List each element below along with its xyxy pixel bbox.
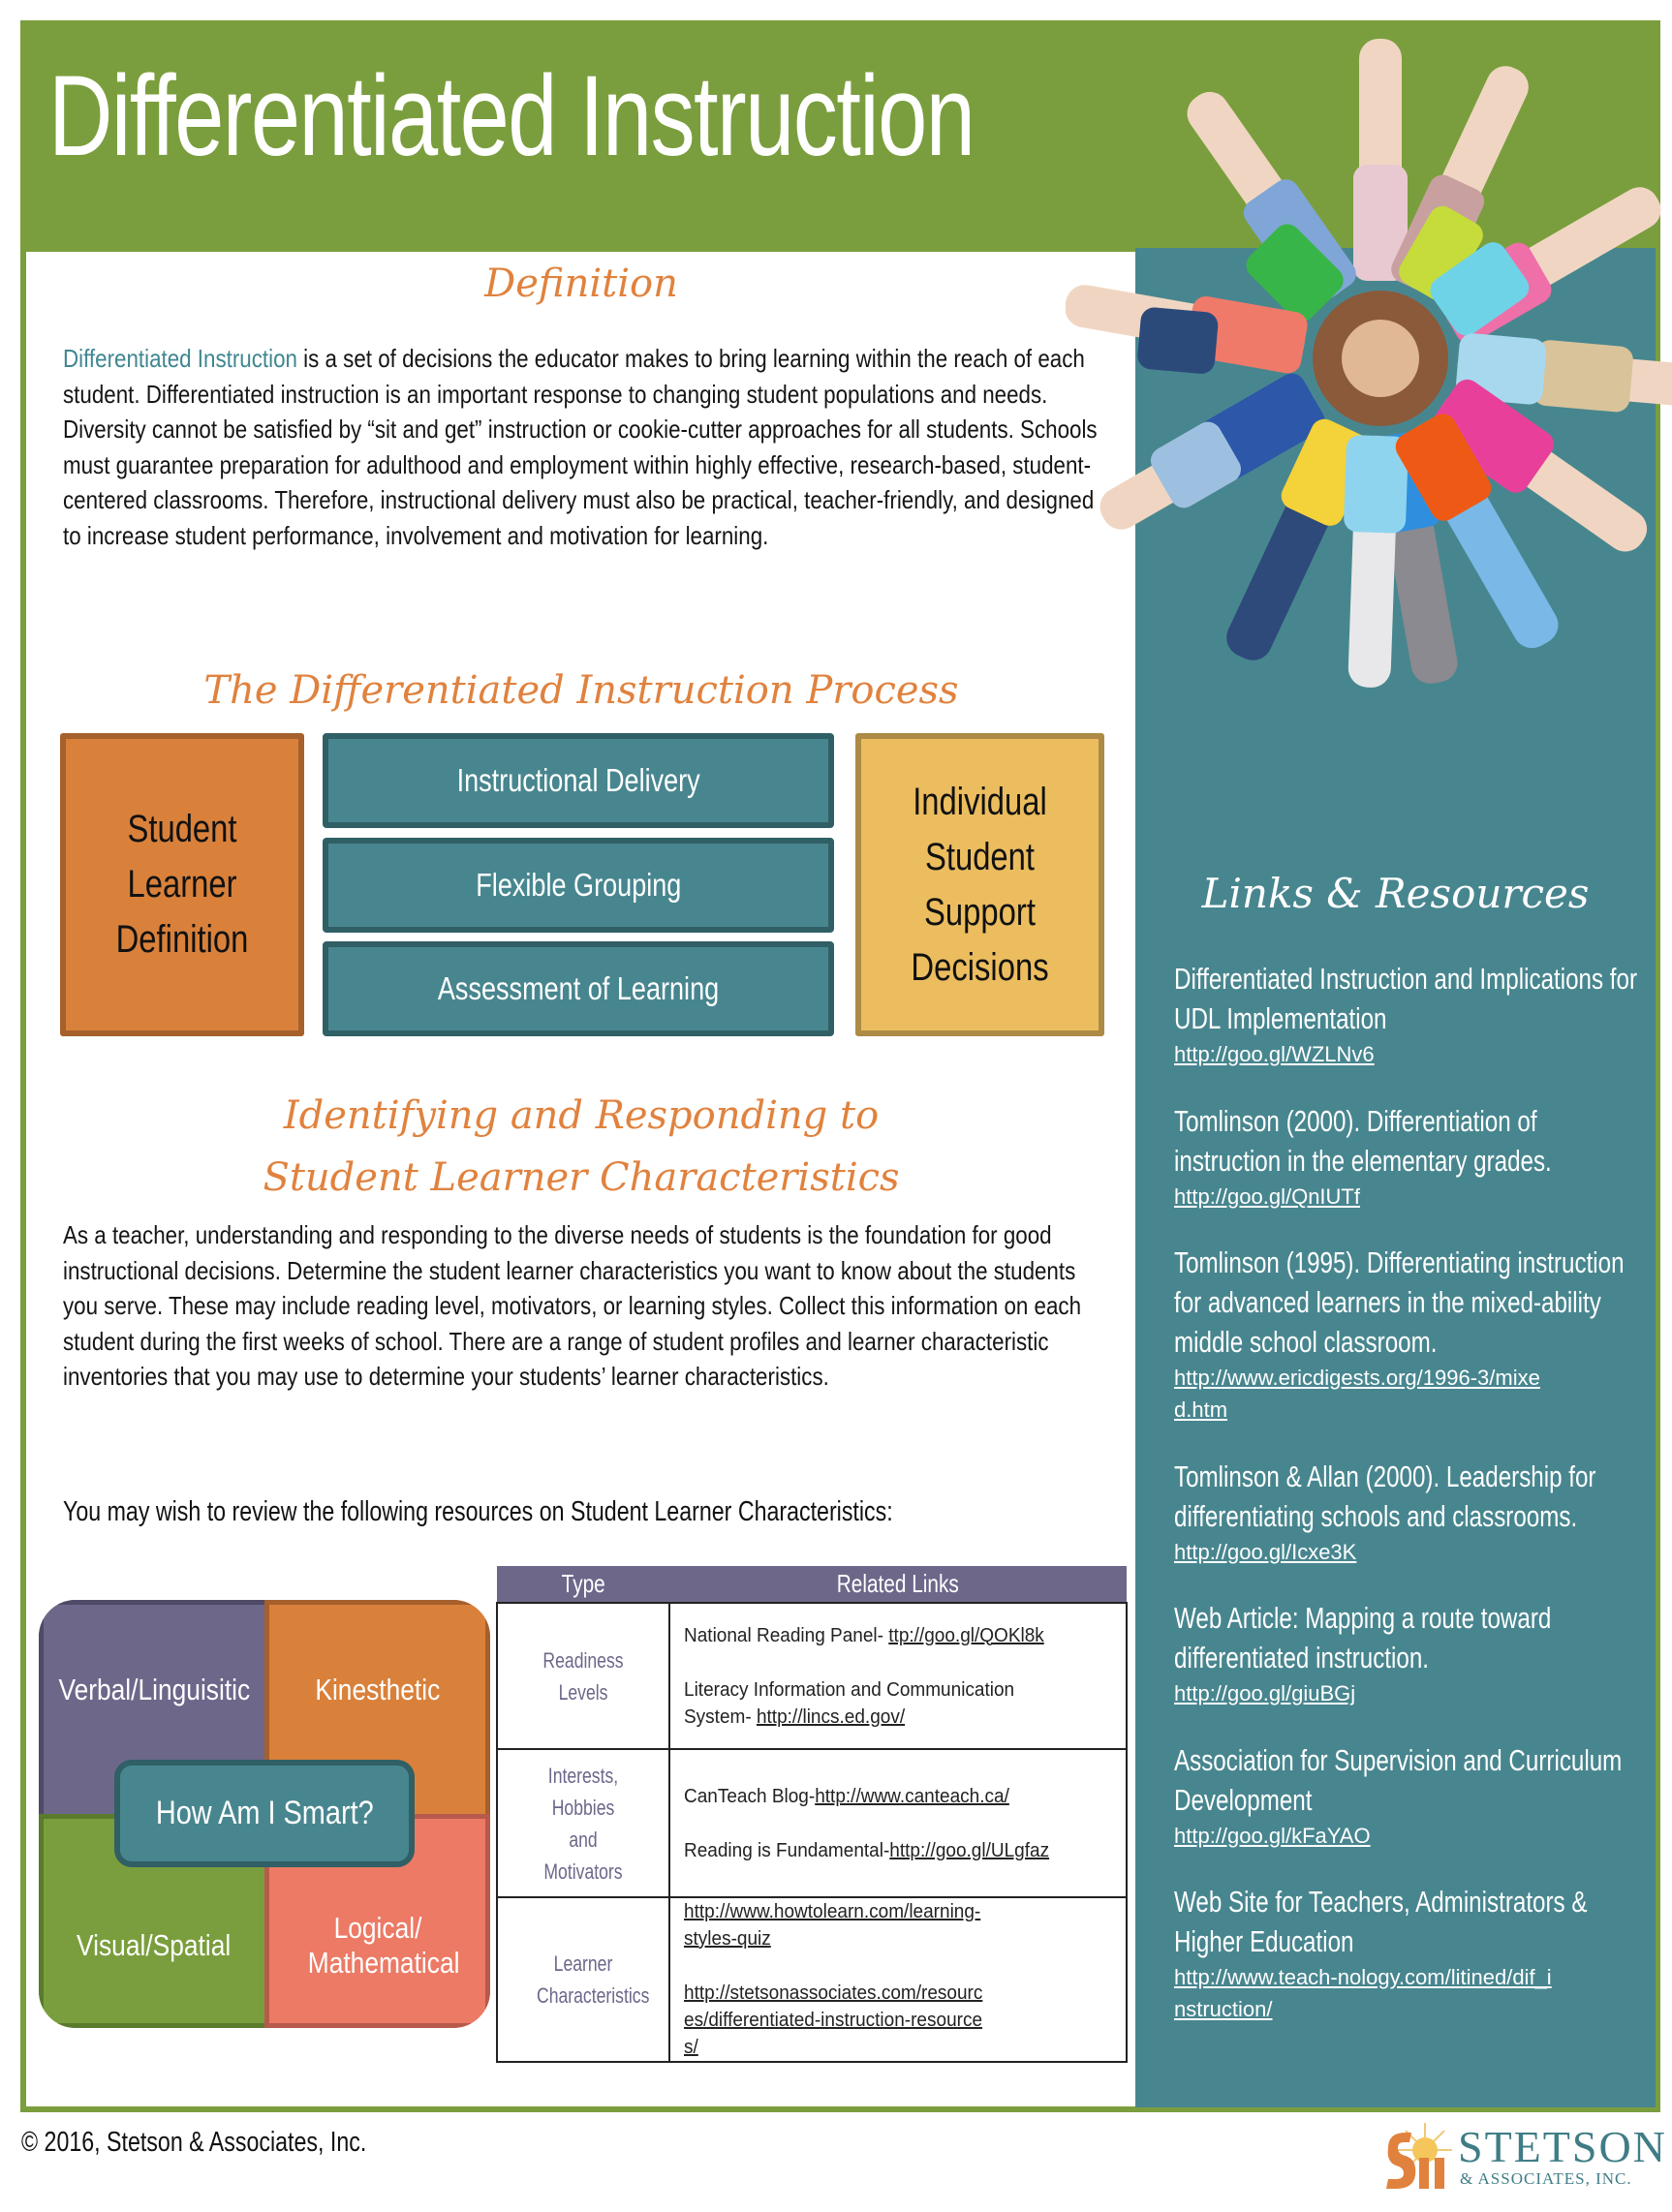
resource-link[interactable]: http://www.teach-nology.com/litined/dif_instruction/ [1174,1965,1552,2021]
link-lincs[interactable]: http://lincs.ed.gov/ [756,1705,906,1728]
copyright: © 2016, Stetson & Associates, Inc. [21,2127,367,2158]
smart-center-label [114,1760,415,1867]
resource-link[interactable]: http://goo.gl/giuBGj [1174,1681,1356,1705]
link-national-reading-panel[interactable]: ttp://goo.gl/QOKl8k [888,1624,1044,1646]
children-circle-photo [1066,0,1672,697]
link-line: Reading is Fundamental-http://goo.gl/ULgfaz [684,1839,1050,1861]
link-line [684,1898,988,1952]
resource-title: Tomlinson (2000). Differentiation of instruction in the elementary grades. [1174,1104,1552,1178]
table-row [497,1897,1127,2062]
link-reading-is-fundamental[interactable]: http://goo.gl/ULgfaz [889,1839,1050,1861]
process-box-label: Flexible Grouping [475,867,682,903]
quadrant-label: Visual/Spatial [77,1927,232,1962]
link-line: Literacy Information and Communication System- http://lincs.ed.gov/ [684,1678,1015,1728]
review-prompt: You may wish to review the following resources on Student Learner Characteristics: [63,1496,893,1527]
identifying-heading-line1: Identifying and Responding to [283,1093,880,1138]
quadrant-label: Logical/ Mathematical [307,1910,459,1980]
resource-item [1174,1457,1672,1568]
quadrant-label: Kinesthetic [315,1673,440,1706]
table-row [497,1603,1127,1749]
logo-subtitle: & ASSOCIATES, INC. [1460,2169,1632,2188]
table-header-row [497,1566,1127,1603]
quadrant-label: Verbal/Linguisitic [58,1673,250,1706]
process-box-label: Student Learner Definition [115,808,249,961]
row-links [669,1749,1127,1897]
child-figure-icon [1353,39,1408,281]
page-title: Differentiated Instruction [48,52,975,180]
smart-center-text: How Am I Smart? [155,1795,374,1831]
resource-table [496,1566,1128,2063]
links-resources-heading: Links & Resources [1201,870,1590,917]
sunburst-logo-icon [1382,2119,1456,2193]
resource-title: Association for Supervision and Curriculum Development [1174,1743,1623,1817]
link-canteach[interactable]: http://www.canteach.ca/ [815,1785,1009,1807]
identifying-paragraph: As a teacher, understanding and responding to the diverse needs of students is the foundation for good instructional decisions. Determine the student learner characteristics you want to know about the students you serve. These may include reading level, motivators, or learning styles. Collect this information on each student during the first weeks of school. There are a range of student profiles and learner characteristic inventories that you may use to determine your students’ learner characteristics. [63,1220,1082,1392]
process-box-label: Assessment of Learning [437,970,720,1006]
link-stetson-resources[interactable]: http://stetsonassociates.com/resources/differentiated-instruction-resources/ [684,1982,983,2058]
identifying-heading-line2: Student Learner Characteristics [263,1155,900,1200]
column-header-type: Type [497,1566,669,1603]
resource-title: Web Site for Teachers, Administrators & Higher Education [1174,1885,1588,1958]
resource-title: Web Article: Mapping a route toward differentiated instruction. [1174,1601,1552,1674]
process-box-label: Instructional Delivery [456,762,700,798]
link-line: CanTeach Blog-http://www.canteach.ca/ [684,1785,1009,1807]
row-type: Readiness Levels [497,1603,669,1749]
process-box-flexible-grouping [323,838,834,933]
resource-link[interactable]: http://goo.gl/Icxe3K [1174,1540,1357,1564]
row-type: Interests, Hobbies and Motivators [497,1749,669,1897]
link-line: National Reading Panel- ttp://goo.gl/QOKl8k [684,1624,1044,1646]
resource-item [1174,1882,1672,2025]
definition-body: is a set of decisions the educator makes to bring learning within the reach of each student. Differentiated instruction is an important response to changing student populations and needs. Diversity cannot be satisfied by “sit and get” instruction or cookie-cutter approaches for all students. Schools must guarantee preparation for adulthood and employment within highly effective, research-based, student-centered classrooms. Therefore, instructional delivery must also be practical, teacher-friendly, and designed to increase student performance, involvement and motivation for learning. [63,344,1098,550]
logo-name: STETSON [1458,2122,1667,2171]
definition-paragraph [63,341,1113,554]
table-row [497,1749,1127,1897]
link-howtolearn[interactable]: http://www.howtolearn.com/learning-styles-quiz [684,1901,981,1950]
identifying-heading [194,1085,969,1209]
process-box-student-learner-definition [60,733,304,1036]
link-line [684,1980,988,2061]
resource-item [1174,959,1672,1070]
row-type: Learner Characteristics [497,1897,669,2062]
resource-link[interactable]: http://goo.gl/WZLNv6 [1174,1042,1375,1066]
resource-title: Differentiated Instruction and Implications for UDL Implementation [1174,962,1638,1035]
process-heading: The Differentiated Instruction Process [203,668,959,713]
resource-item [1174,1243,1672,1426]
column-header-related-links: Related Links [669,1566,1127,1603]
process-box-label: Individual Student Support Decisions [911,780,1049,989]
process-box-individual-support [855,733,1104,1036]
resource-link[interactable]: http://www.ericdigests.org/1996-3/mixed.htm [1174,1366,1540,1422]
row-links [669,1897,1127,2062]
stetson-logo [1382,2119,1667,2193]
resource-title: Tomlinson (1995). Differentiating instruction for advanced learners in the mixed-ability middle school classroom. [1174,1245,1625,1359]
resource-title: Tomlinson & Allan (2000). Leadership for differentiating schools and classrooms. [1174,1459,1596,1533]
resource-link[interactable]: http://goo.gl/QnIUTf [1174,1184,1360,1209]
resource-link[interactable]: http://goo.gl/kFaYAO [1174,1824,1371,1848]
resource-item [1174,1598,1672,1709]
definition-term: Differentiated Instruction [63,344,297,373]
process-box-instructional-delivery [323,733,834,828]
resource-item [1174,1740,1672,1852]
row-links [669,1603,1127,1749]
process-box-assessment-of-learning [323,941,834,1036]
definition-heading: Definition [484,261,678,306]
resource-item [1174,1101,1672,1213]
